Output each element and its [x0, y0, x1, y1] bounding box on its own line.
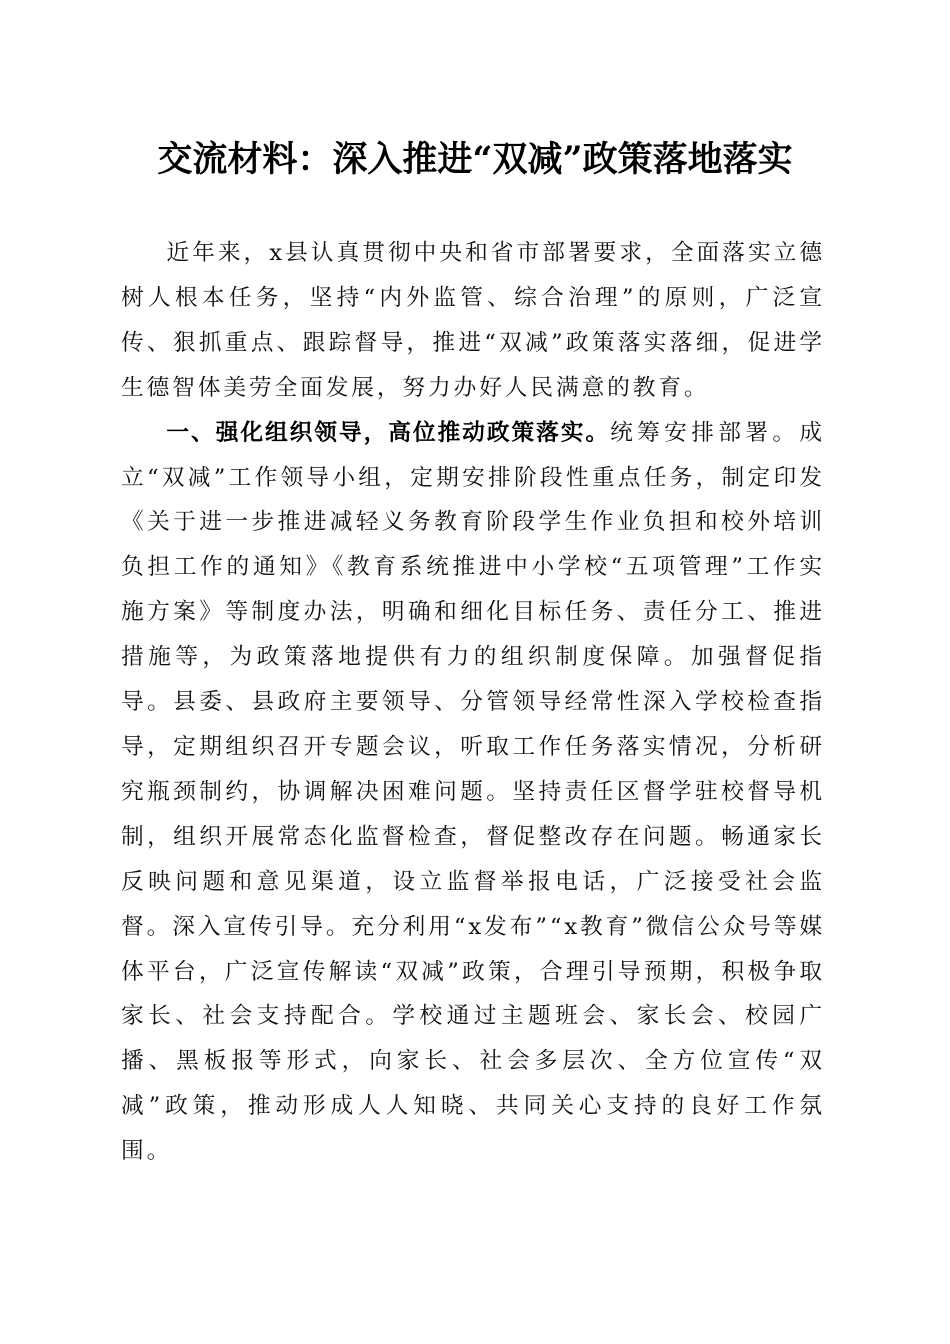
- intro-paragraph: 近年来，x县认真贯彻中央和省市部署要求，全面落实立德树人根本任务，坚持“内外监管、综合治理”的原则，广泛宣传、狠抓重点、跟踪督导，推进“双减”政策落实落细，促进学生德智体美劳全面发展，努力办好人民满意的教育。: [121, 240, 825, 401]
- document-title: 交流材料：深入推进“双减”政策落地落实: [157, 139, 793, 180]
- section-1-heading: 一、强化组织领导，高位推动政策落实。: [166, 419, 611, 446]
- document-body: [121, 231, 825, 1174]
- section-1-paragraph: [121, 411, 825, 1174]
- section-1-text: 统筹安排部署。成立“双减”工作领导小组，定期安排阶段性重点任务，制定印发《关于进一步推进减轻义务教育阶段学生作业负担和校外培训负担工作的通知》《教育系统推进中小学校“五项管理”工作实施方案》等制度办法，明确和细化目标任务、责任分工、推进措施等，为政策落地提供有力的组织制度保障。加强督促指导。县委、县政府主要领导、分管领导经常性深入学校检查指导，定期组织召开专题会议，听取工作任务落实情况，分析研究瓶颈制约，协调解决困难问题。坚持责任区督学驻校督导机制，组织开展常态化监督检查，督促整改存在问题。畅通家长反映问题和意见渠道，设立监督举报电话，广泛接受社会监督。深入宣传引导。充分利用“x发布”“x教育”微信公众号等媒体平台，广泛宣传解读“双减”政策，合理引导预期，积极争取家长、社会支持配合。学校通过主题班会、家长会、校园广播、黑板报等形式，向家长、社会多层次、全方位宣传“双减”政策，推动形成人人知晓、共同关心支持的良好工作氛围。: [121, 419, 826, 1165]
